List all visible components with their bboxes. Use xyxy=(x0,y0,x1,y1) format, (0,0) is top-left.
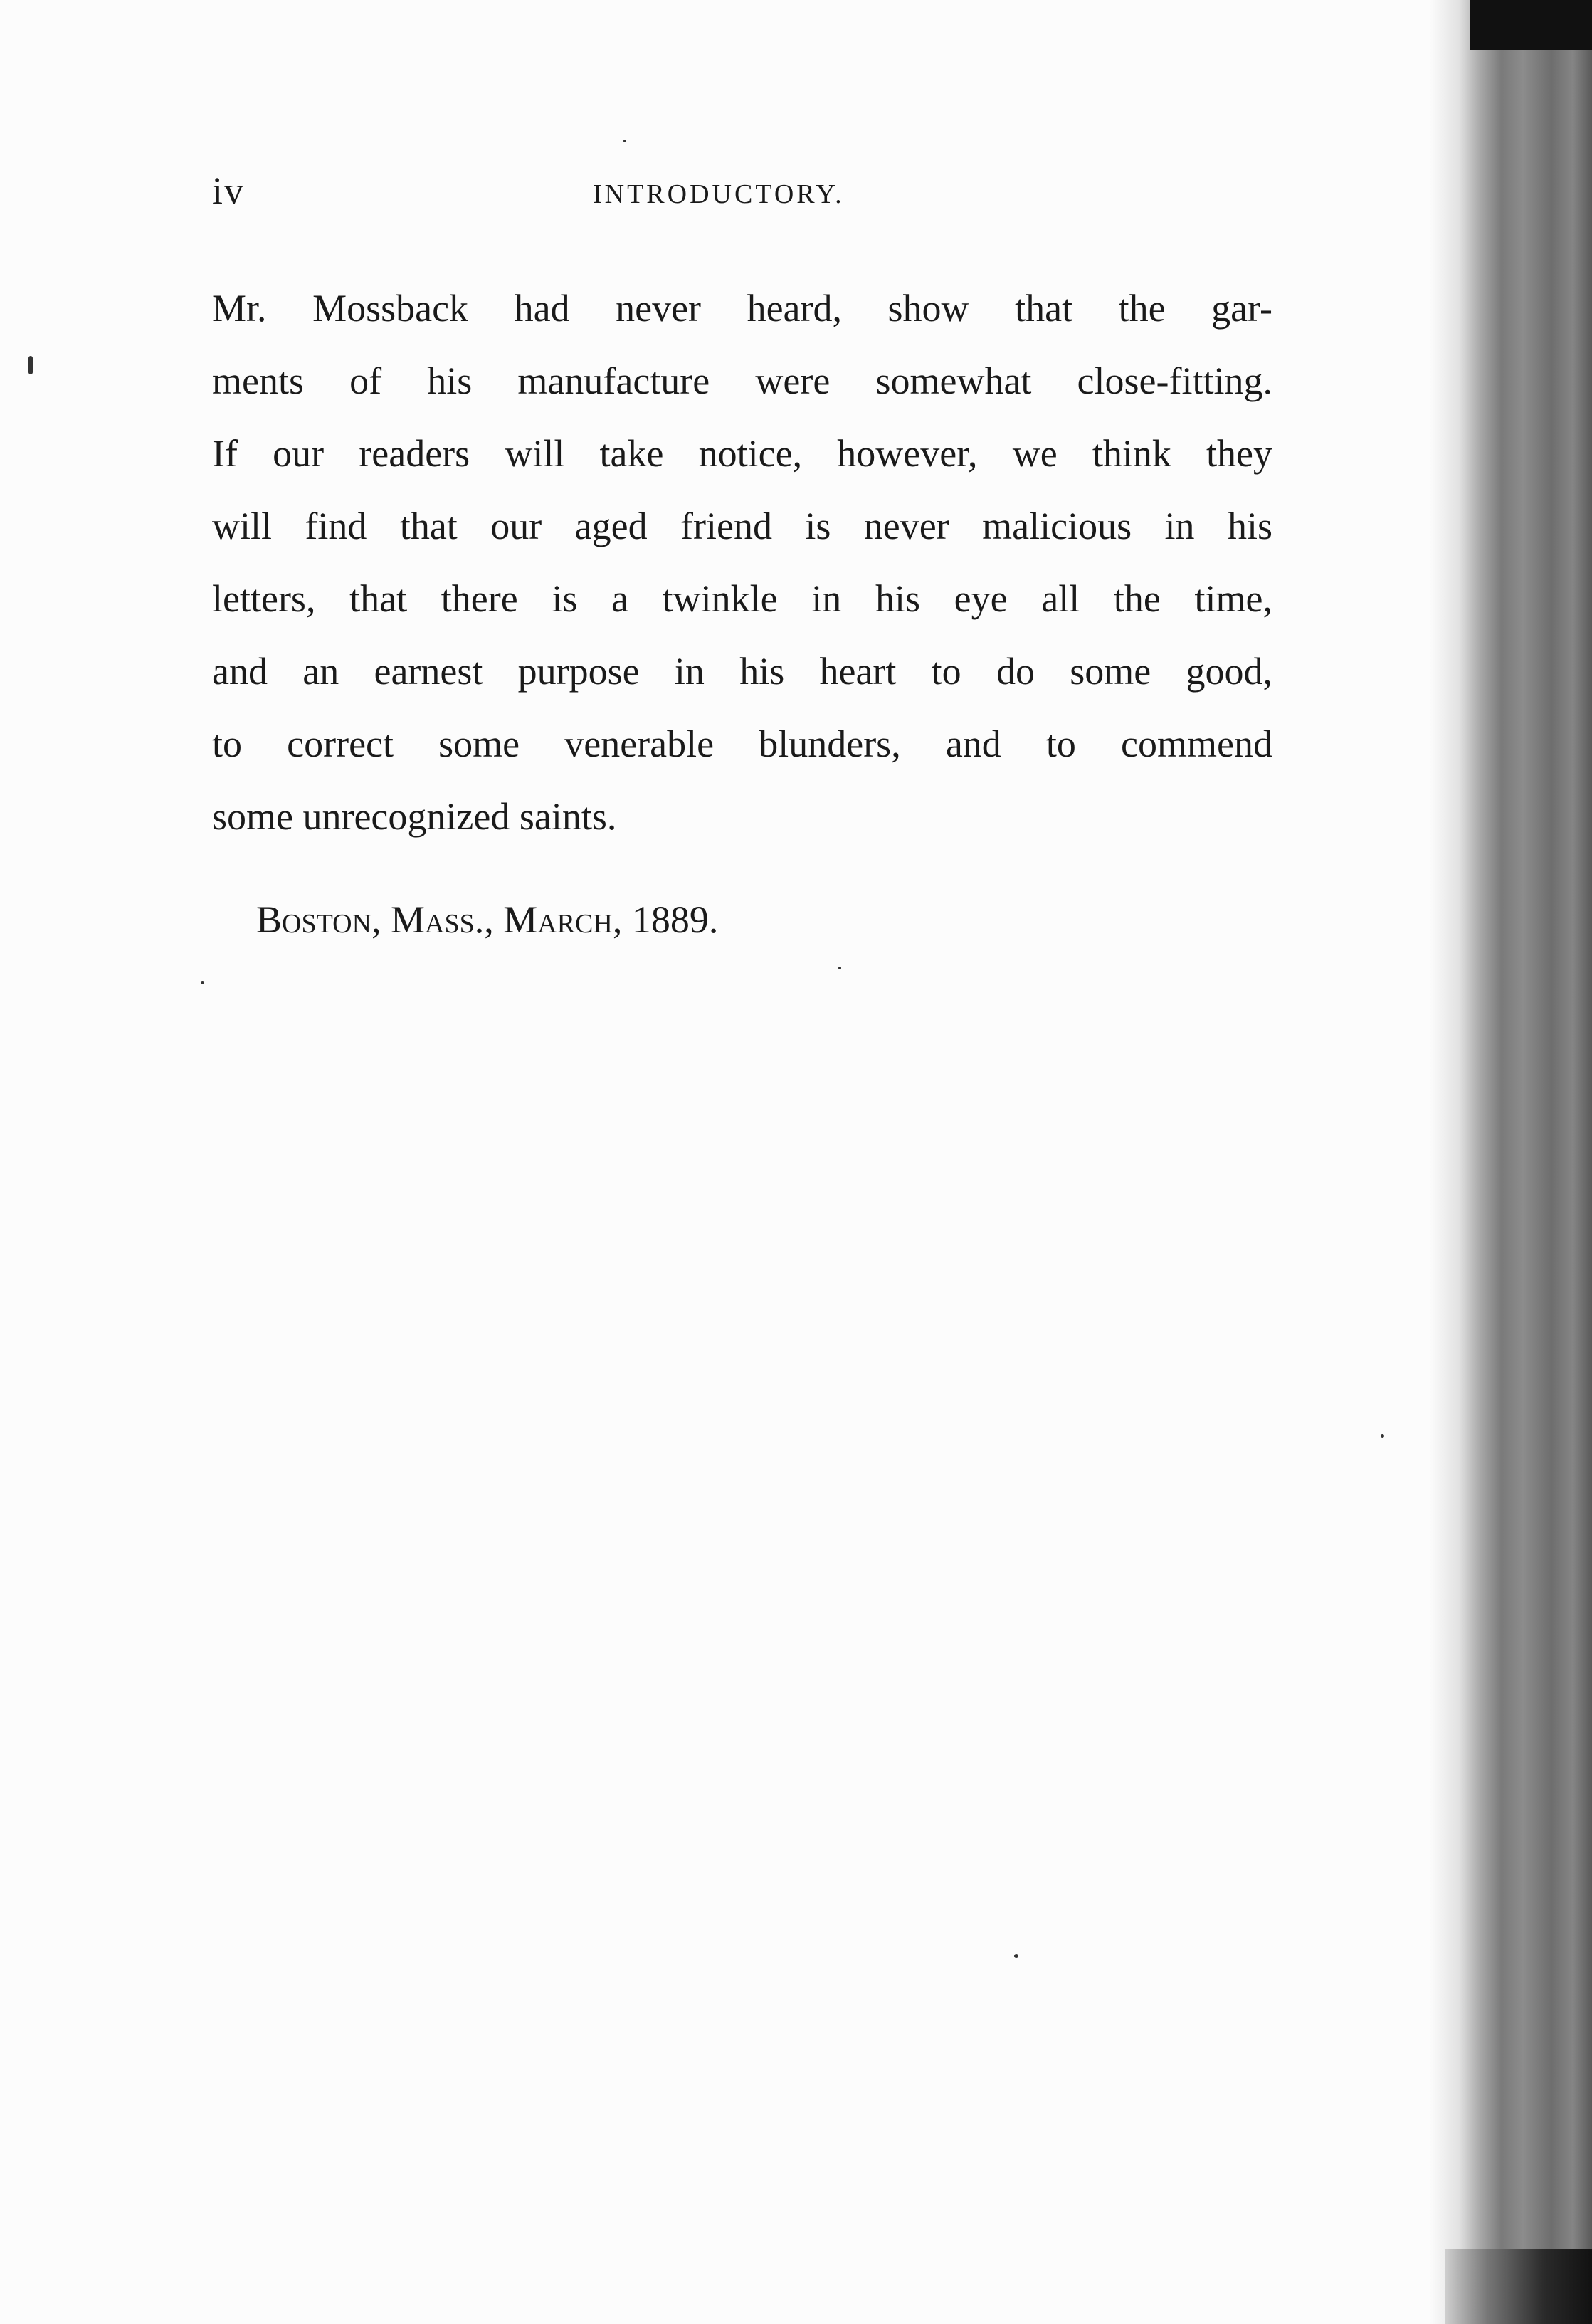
body-paragraph xyxy=(212,272,1272,853)
page-number: iv xyxy=(212,169,246,212)
text-line: If our readers will take notice, however, we think they xyxy=(212,432,1272,475)
scan-speck xyxy=(201,981,204,984)
text-line: ments of his manufacture were somewhat close-fitting. xyxy=(212,359,1272,402)
dateline: Boston, Mass., March, 1889. xyxy=(256,898,719,941)
running-head xyxy=(212,169,1280,219)
text-line: will find that our aged friend is never malicious in his xyxy=(212,505,1272,547)
scan-speck xyxy=(28,356,33,374)
text-line: Mr. Mossback had never heard, show that the gar- xyxy=(212,287,1272,330)
page-edge-dark-corner-top xyxy=(1470,0,1592,50)
text-line: letters, that there is a twinkle in his eye all the time, xyxy=(212,577,1272,620)
text-line: to correct some venerable blunders, and to commend xyxy=(212,722,1272,765)
scan-speck xyxy=(838,967,841,969)
text-line: and an earnest purpose in his heart to do some good, xyxy=(212,650,1272,693)
scan-speck xyxy=(1381,1434,1384,1438)
scan-speck xyxy=(1014,1954,1018,1958)
text-line: some unrecognized saints. xyxy=(212,795,617,838)
scan-speck xyxy=(623,140,626,142)
page-edge-shadow xyxy=(1430,0,1592,2324)
running-title: INTRODUCTORY. xyxy=(593,179,845,209)
page-edge-dark-corner-bottom xyxy=(1445,2249,1592,2324)
